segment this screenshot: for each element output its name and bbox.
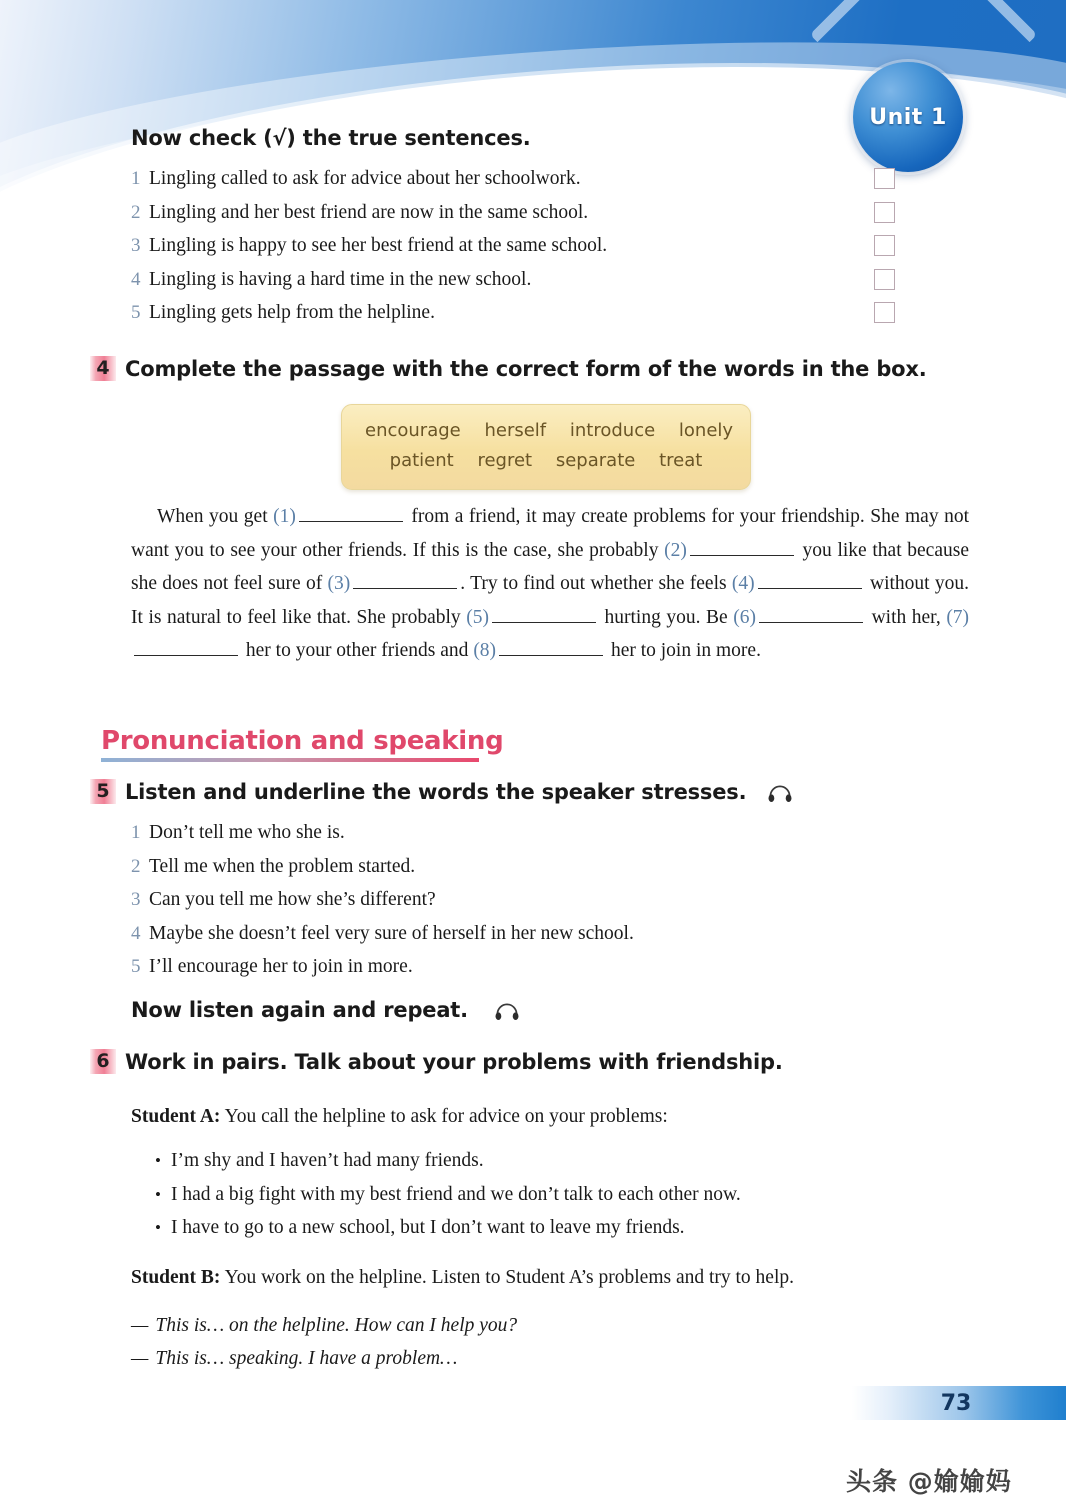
headphone-icon [494, 999, 520, 1021]
list-item [131, 269, 791, 303]
true-false-list [131, 168, 791, 336]
dash-glyph: — [131, 1347, 149, 1369]
word-bank-item[interactable]: introduce [569, 420, 656, 441]
list-item [131, 1146, 961, 1180]
headphone-icon [767, 781, 793, 803]
item-number: 5 [131, 956, 141, 977]
list-item [131, 822, 634, 856]
exercise-6-heading [90, 1049, 783, 1074]
list-item [131, 1213, 961, 1247]
bullet-icon: • [155, 1151, 161, 1170]
exercise-4-heading [90, 356, 927, 381]
gap-number: (7) [946, 606, 970, 628]
section-heading [101, 726, 503, 762]
answer-blank[interactable] [492, 605, 596, 623]
student-a-line [131, 1102, 961, 1132]
list-item [131, 168, 791, 202]
item-text: Lingling is having a hard time in the new school. [149, 268, 532, 290]
dialogue-text: This is… speaking. I have a problem… [155, 1347, 458, 1369]
item-number: 1 [131, 168, 141, 189]
passage-text: without you. It is natural to feel like that. She probably [131, 573, 970, 628]
word-bank-item[interactable]: patient [389, 450, 454, 471]
passage-text: . Try to find out whether she feels [460, 573, 727, 594]
pairwork-block [131, 1102, 961, 1375]
list-item [131, 235, 791, 269]
passage-text: When you get [157, 506, 268, 527]
student-b-line [131, 1263, 961, 1293]
list-item [131, 923, 634, 957]
gap-number: (6) [733, 606, 757, 628]
passage-text: hurting you. Be [604, 606, 728, 628]
list-item [131, 302, 791, 336]
word-bank-item[interactable]: regret [477, 450, 533, 471]
answer-blank[interactable] [759, 605, 863, 623]
dialogue-line [131, 1309, 961, 1342]
list-item [131, 856, 634, 890]
exercise-number-badge: 6 [90, 1049, 116, 1074]
word-bank-item[interactable]: treat [659, 450, 703, 471]
checkbox[interactable] [874, 235, 895, 256]
item-text[interactable]: Can you tell me how she’s different? [149, 889, 436, 910]
exercise-number-badge: 5 [90, 779, 116, 804]
checkbox[interactable] [874, 302, 895, 323]
answer-blank[interactable] [134, 638, 238, 656]
unit-badge-label: Unit 1 [869, 104, 947, 130]
item-text: Lingling called to ask for advice about her schoolwork. [149, 168, 581, 189]
student-b-text: You work on the helpline. Listen to Student A’s problems and try to help. [224, 1266, 795, 1288]
list-item [131, 956, 634, 990]
section-heading-label: Pronunciation and speaking [101, 726, 504, 756]
checkbox[interactable] [874, 202, 895, 223]
passage-text: her to your other friends and [245, 640, 469, 661]
item-number: 4 [131, 268, 141, 290]
bullet-icon: • [155, 1184, 161, 1204]
item-text: I have to go to a new school, but I don’t want to leave my friends. [171, 1217, 685, 1238]
bullet-icon: • [155, 1218, 161, 1237]
item-text: Lingling and her best friend are now in the same school. [149, 201, 589, 223]
item-number: 2 [131, 201, 141, 223]
word-bank-box [341, 404, 751, 490]
item-number: 3 [131, 235, 141, 256]
exercise-title: Listen and underline the words the speaker stresses. [125, 779, 747, 804]
gap-number: (2) [664, 539, 687, 561]
passage-text: you like that because she does not feel sure of [131, 539, 969, 594]
answer-blank[interactable] [758, 571, 862, 589]
item-text: Lingling gets help from the helpline. [149, 302, 435, 323]
item-text[interactable]: I’ll encourage her to join in more. [149, 956, 413, 977]
word-bank-item[interactable]: lonely [678, 420, 734, 441]
page-number: 73 [940, 1390, 972, 1416]
item-text: I had a big fight with my best friend and we don’t talk to each other now. [171, 1183, 741, 1205]
item-text: Lingling is happy to see her best friend at the same school. [149, 235, 608, 256]
answer-blank[interactable] [690, 538, 794, 556]
gap-number: (5) [466, 606, 489, 628]
exercise-number-badge: 4 [90, 356, 116, 381]
gap-number: (3) [327, 573, 351, 594]
passage-text: from a friend, it may create problems for your friendship. She may not want you to see your other friends. If this is the case, she probably [131, 506, 969, 561]
gap-number: (1) [273, 506, 296, 527]
page-footer-bar [852, 1386, 1066, 1420]
student-a-problem-list [131, 1146, 961, 1247]
word-bank-item[interactable]: herself [484, 420, 547, 441]
word-bank-item[interactable]: encourage [365, 420, 461, 441]
student-a-label: Student A: [131, 1106, 221, 1127]
exercise-title: Work in pairs. Talk about your problems with friendship. [125, 1049, 783, 1074]
gap-number: (8) [473, 640, 497, 661]
list-item [131, 889, 634, 923]
answer-blank[interactable] [299, 504, 403, 522]
cloze-passage [131, 500, 969, 668]
dialogue-prompts [131, 1309, 961, 1375]
student-a-text: You call the helpline to ask for advice on your problems: [224, 1106, 668, 1127]
unit-badge [853, 62, 963, 172]
answer-blank[interactable] [353, 571, 457, 589]
item-number: 5 [131, 302, 141, 323]
item-number: 1 [131, 822, 141, 843]
item-text[interactable]: Tell me when the problem started. [149, 855, 416, 877]
watermark: 头条 @媮媮妈 [846, 1467, 1012, 1496]
checkbox[interactable] [874, 168, 895, 189]
word-bank-item[interactable]: separate [555, 450, 636, 471]
gap-number: (4) [731, 573, 755, 594]
item-number: 3 [131, 889, 141, 910]
item-text[interactable]: Maybe she doesn’t feel very sure of herself in her new school. [149, 922, 634, 944]
exercise-title: Complete the passage with the correct form of the words in the box. [125, 356, 927, 381]
list-item [131, 1180, 961, 1214]
now-listen-again-label: Now listen again and repeat. [131, 998, 468, 1022]
dialogue-line [131, 1342, 961, 1375]
section-heading-rule [101, 758, 479, 762]
word-bank-row [356, 446, 736, 476]
item-number: 2 [131, 855, 141, 877]
dash-glyph: — [131, 1314, 149, 1336]
student-b-label: Student B: [131, 1266, 221, 1288]
checkbox[interactable] [874, 269, 895, 290]
item-text[interactable]: Don’t tell me who she is. [149, 822, 345, 843]
dialogue-text: This is… on the helpline. How can I help you? [155, 1314, 518, 1336]
item-text: I’m shy and I haven’t had many friends. [171, 1150, 484, 1171]
passage-text: with her, [871, 606, 941, 628]
now-listen-again-line [131, 998, 520, 1022]
now-check-heading: Now check (√) the true sentences. [131, 126, 531, 150]
stress-sentence-list [131, 822, 634, 990]
item-number: 4 [131, 922, 141, 944]
passage-text: her to join in more. [610, 640, 761, 661]
word-bank-row [356, 416, 736, 446]
exercise-5-heading [90, 779, 793, 804]
list-item [131, 202, 791, 236]
answer-blank[interactable] [499, 638, 603, 656]
